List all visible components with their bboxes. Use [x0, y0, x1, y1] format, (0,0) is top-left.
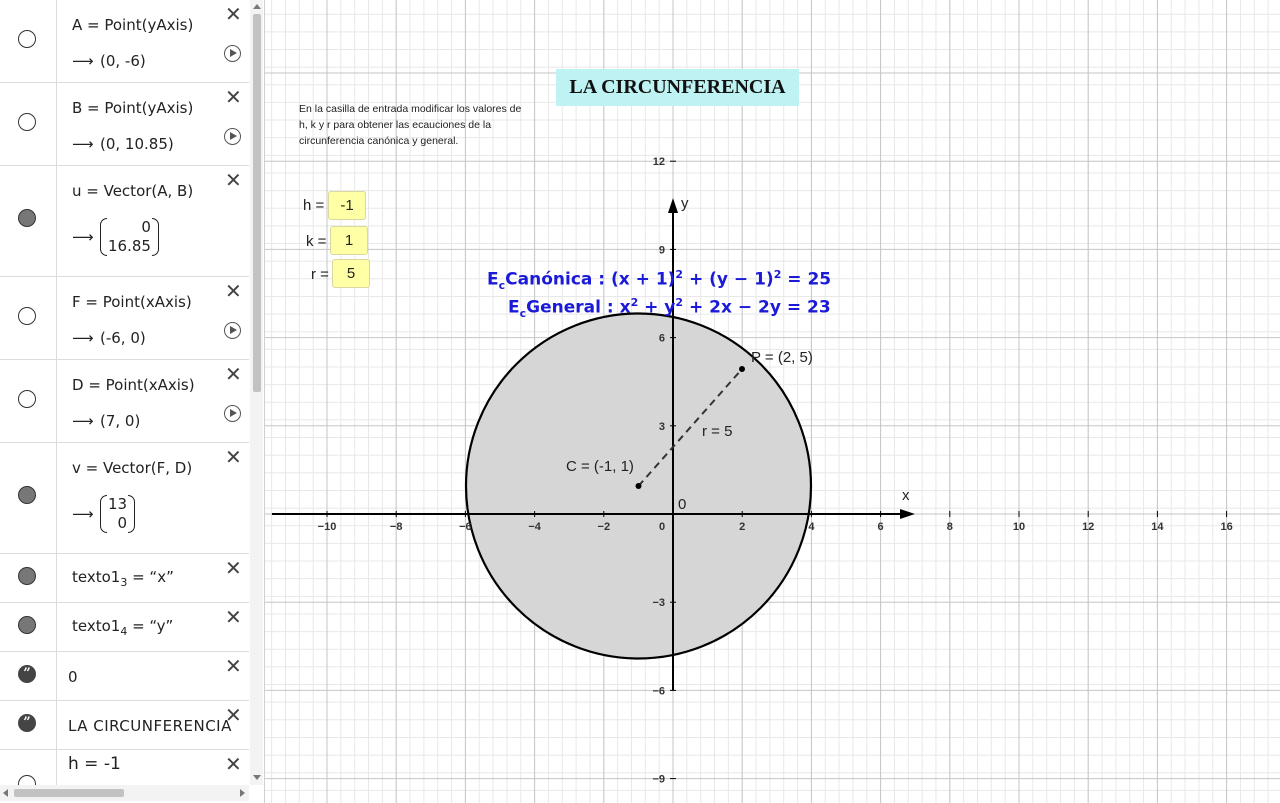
- definition[interactable]: $texto1_3$ = “x”: [72, 568, 174, 589]
- close-icon[interactable]: ✕: [225, 445, 242, 469]
- algebra-row-texto13[interactable]: [0, 554, 249, 603]
- y-tick-label: −3: [652, 597, 665, 610]
- definition[interactable]: D = Point(xAxis): [72, 376, 195, 394]
- definition[interactable]: u = Vector(A, B): [72, 182, 194, 200]
- scroll-thumb[interactable]: [14, 789, 124, 797]
- algebra-row-texto14[interactable]: [0, 603, 249, 652]
- y-axis-arrow-icon: [668, 198, 678, 213]
- definition[interactable]: F = Point(xAxis): [72, 293, 192, 311]
- y-axis-label[interactable]: y: [681, 195, 689, 212]
- h-label: h =: [303, 197, 325, 214]
- point-p-label[interactable]: P = (2, 5): [751, 349, 813, 366]
- x-tick-label: 14: [1151, 521, 1164, 533]
- k-input[interactable]: 1: [330, 226, 368, 255]
- y-tick-label: −6: [652, 685, 665, 698]
- point-p[interactable]: [739, 366, 745, 372]
- scroll-left-icon[interactable]: [3, 789, 8, 797]
- x-tick-label: 16: [1220, 521, 1233, 533]
- algebra-row-F[interactable]: F = Point(xAxis) ⟶ (-6, 0) ✕: [0, 277, 249, 360]
- x-tick-label: −10: [317, 521, 337, 533]
- algebra-row-D[interactable]: D = Point(xAxis) ⟶ (7, 0) ✕: [0, 360, 249, 443]
- text-value[interactable]: 0: [68, 668, 78, 686]
- quote-icon[interactable]: ”: [18, 665, 36, 683]
- scroll-down-icon[interactable]: [253, 775, 261, 780]
- instructions-text: En la casilla de entrada modificar los valores de h, k y r para obtener las ecauciones de la circunferencia canónica y general.: [299, 103, 522, 147]
- y-tick-label: 9: [658, 244, 665, 257]
- algebra-row-A[interactable]: A = Point(yAxis) ⟶ (0, -6) ✕: [0, 0, 249, 83]
- x-tick-label: 8: [946, 521, 953, 533]
- algebra-row-u[interactable]: u = Vector(A, B) ⟶0 16.85 ✕: [0, 166, 249, 277]
- close-icon[interactable]: ✕: [225, 752, 242, 776]
- x-axis-label[interactable]: x: [902, 487, 910, 504]
- definition[interactable]: v = Vector(F, D): [72, 459, 193, 477]
- scroll-thumb[interactable]: [253, 14, 261, 392]
- h-input[interactable]: -1: [328, 191, 366, 220]
- visibility-toggle[interactable]: [18, 209, 36, 227]
- algebra-view: [0, 0, 265, 803]
- x-tick-label: −8: [389, 521, 403, 533]
- visibility-toggle[interactable]: [18, 307, 36, 325]
- definition[interactable]: $texto1_4$ = “y”: [72, 617, 174, 638]
- radius-label[interactable]: r = 5: [702, 423, 733, 440]
- algebra-row-B[interactable]: B = Point(yAxis) ⟶ (0, 10.85) ✕: [0, 83, 249, 166]
- vector-value: 0 16.85: [100, 218, 159, 256]
- value: (0, 10.85): [100, 135, 174, 153]
- play-icon[interactable]: [224, 322, 241, 339]
- k-label: k =: [306, 233, 327, 250]
- close-icon[interactable]: ✕: [225, 556, 242, 580]
- x-tick-label: 4: [808, 521, 815, 533]
- y-tick-label: −9: [652, 773, 665, 786]
- visibility-toggle[interactable]: [18, 616, 36, 634]
- visibility-toggle[interactable]: [18, 567, 36, 585]
- x-tick-label: −4: [528, 521, 541, 533]
- x-tick-label: 10: [1012, 521, 1026, 533]
- x-tick-label: −6: [459, 521, 472, 533]
- y-tick-label: 3: [658, 420, 665, 433]
- play-icon[interactable]: [224, 128, 241, 145]
- close-icon[interactable]: ✕: [225, 605, 242, 629]
- graphics-view[interactable]: [265, 0, 1280, 803]
- general-equation[interactable]: $E_cGeneral$ : $x^2 + y^2 + 2x - 2y = 23$: [508, 296, 831, 321]
- origin-label[interactable]: 0: [678, 496, 687, 513]
- scroll-right-icon[interactable]: [240, 789, 245, 797]
- value: (-6, 0): [100, 329, 146, 347]
- play-icon[interactable]: [224, 405, 241, 422]
- visibility-toggle[interactable]: [18, 390, 36, 408]
- text-value[interactable]: LA CIRCUNFERENCIA: [68, 717, 232, 735]
- visibility-toggle[interactable]: [18, 113, 36, 131]
- visibility-toggle[interactable]: [18, 30, 36, 48]
- visibility-toggle[interactable]: [18, 486, 36, 504]
- x-tick-label: 12: [1082, 521, 1095, 533]
- page-title: LA CIRCUNFERENCIA: [556, 69, 799, 106]
- x-tick-label: 2: [739, 521, 746, 533]
- close-icon[interactable]: ✕: [225, 85, 242, 109]
- algebra-row-text-0[interactable]: [0, 652, 249, 701]
- y-tick-label: 12: [652, 156, 665, 169]
- value: (7, 0): [100, 412, 141, 430]
- definition[interactable]: h = -1: [68, 754, 121, 774]
- x-tick-label: 0: [658, 521, 666, 533]
- play-icon[interactable]: [224, 45, 241, 62]
- close-icon[interactable]: ✕: [225, 279, 242, 303]
- point-c-label[interactable]: C = (-1, 1): [566, 458, 634, 475]
- close-icon[interactable]: ✕: [225, 362, 242, 386]
- vertical-scrollbar[interactable]: [250, 0, 263, 785]
- close-icon[interactable]: ✕: [225, 168, 242, 192]
- y-tick-label: 6: [658, 332, 665, 345]
- r-label: r =: [311, 266, 329, 283]
- x-tick-label: 6: [877, 521, 884, 533]
- algebra-row-text-title[interactable]: [0, 701, 249, 750]
- canonical-equation[interactable]: $E_cCanónica$ : $(x + 1)^2 + (y - 1)^2 = 25$: [487, 268, 832, 293]
- scroll-up-icon[interactable]: [253, 4, 261, 9]
- x-axis-arrow-icon: [900, 509, 915, 519]
- center-point[interactable]: [636, 483, 642, 489]
- close-icon[interactable]: ✕: [225, 654, 242, 678]
- quote-icon[interactable]: ”: [18, 714, 36, 732]
- definition[interactable]: A = Point(yAxis): [72, 16, 194, 34]
- definition[interactable]: B = Point(yAxis): [72, 99, 194, 117]
- vector-value: 13 0: [100, 495, 135, 533]
- value: (0, -6): [100, 52, 146, 70]
- x-tick-label: −2: [597, 521, 611, 533]
- horizontal-scrollbar[interactable]: [0, 785, 249, 801]
- algebra-row-v[interactable]: v = Vector(F, D) ⟶13 0 ✕: [0, 443, 249, 554]
- close-icon[interactable]: ✕: [225, 703, 242, 727]
- r-input[interactable]: 5: [332, 259, 370, 288]
- close-icon[interactable]: ✕: [225, 2, 242, 26]
